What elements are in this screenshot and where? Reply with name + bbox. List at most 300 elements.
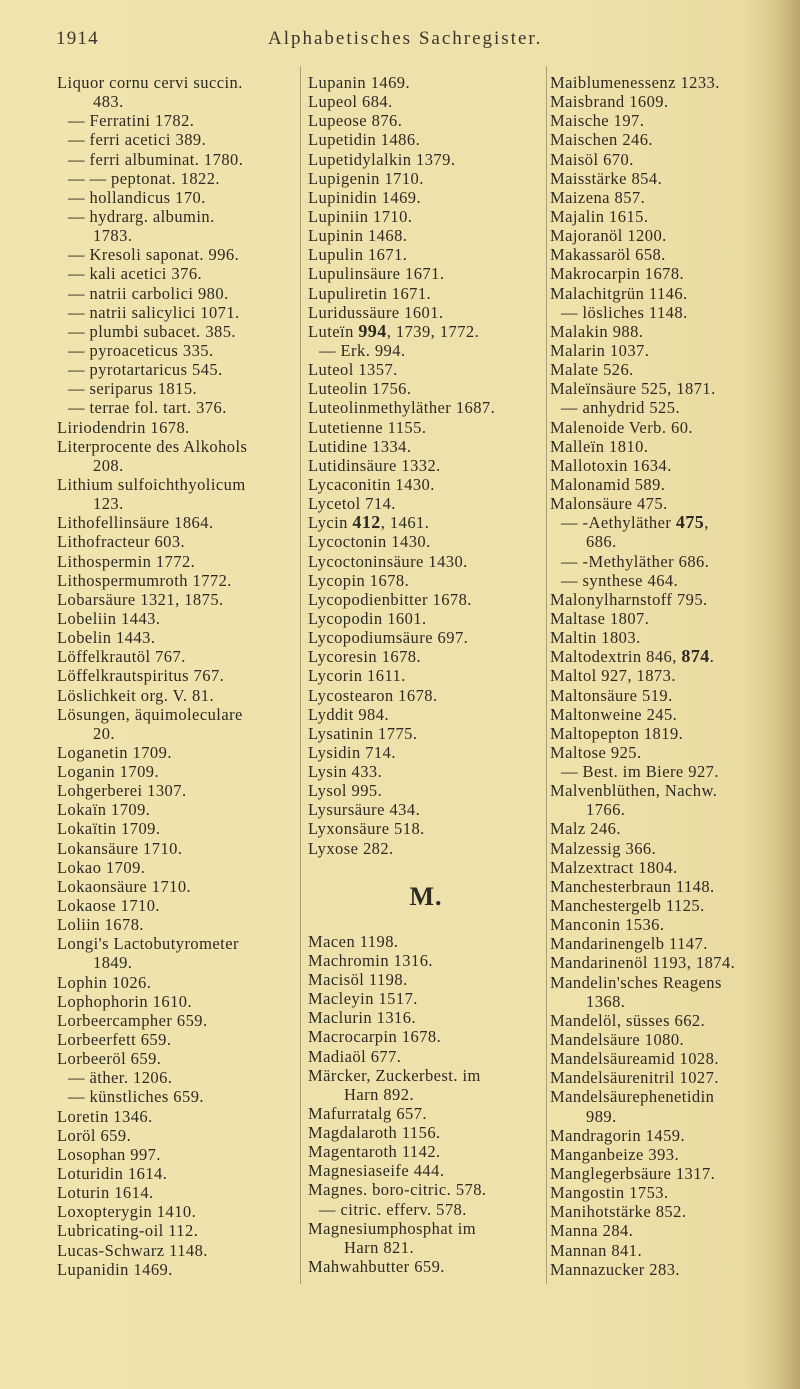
entry-text: Lupetidylalkin 1379. — [308, 149, 456, 169]
entry-text: — anhydrid 525. — [561, 398, 681, 418]
entry-text: Lycetol 714. — [308, 494, 396, 514]
entry-text: Lycorin 1611. — [308, 666, 406, 686]
index-subentry — [57, 1087, 297, 1106]
index-entry — [308, 819, 544, 838]
entry-text: 483. — [93, 92, 124, 112]
index-entry-continuation — [57, 953, 297, 972]
entry-text: Lupulinsäure 1671. — [308, 264, 445, 284]
index-entry — [308, 590, 544, 609]
entry-text: Lycopodiumsäure 697. — [308, 628, 469, 648]
entry-text: Malakin 988. — [550, 321, 644, 341]
entry-text: — ferri acetici 389. — [68, 130, 207, 150]
index-entry — [550, 1011, 786, 1030]
index-entry — [57, 1202, 297, 1221]
entry-text: — ferri albuminat. 1780. — [68, 149, 244, 169]
index-entry — [550, 705, 786, 724]
index-entry — [550, 1183, 786, 1202]
index-entry — [308, 609, 544, 628]
index-entry — [57, 437, 297, 456]
index-entry — [550, 111, 786, 130]
entry-text: Luteolinmethyläther 1687. — [308, 398, 496, 418]
index-entry — [57, 418, 297, 437]
index-entry — [308, 1066, 544, 1085]
entry-text: Lokansäure 1710. — [57, 838, 183, 858]
index-entry — [550, 1202, 786, 1221]
index-entry-continuation — [57, 494, 297, 513]
entry-text: Maltol 927, 1873. — [550, 666, 676, 686]
index-entry — [308, 398, 544, 417]
index-entry — [57, 1221, 297, 1240]
index-entry — [308, 92, 544, 111]
index-entry — [550, 379, 786, 398]
entry-text: Mandelsäurenitril 1027. — [550, 1068, 719, 1088]
entry-text: Lycoctonin 1430. — [308, 532, 431, 552]
index-entry — [308, 532, 544, 551]
index-entry — [308, 245, 544, 264]
principal-page-reference: 412 — [352, 512, 381, 533]
index-subentry — [57, 341, 297, 360]
column-divider — [300, 66, 301, 1284]
entry-text: — hydrarg. albumin. — [68, 206, 215, 226]
index-entry — [57, 686, 297, 705]
entry-text: — -Methyläther 686. — [561, 551, 710, 571]
entry-text: — kali acetici 376. — [68, 264, 203, 284]
entry-text: Lohgerberei 1307. — [57, 781, 187, 801]
entry-text: Lorbeerfett 659. — [57, 1030, 172, 1050]
entry-text: 1766. — [586, 800, 626, 820]
entry-text: Lokaose 1710. — [57, 896, 160, 916]
entry-text: Lupinidin 1469. — [308, 187, 422, 207]
index-entry-continuation — [550, 532, 786, 551]
entry-text: Macen 1198. — [308, 931, 399, 951]
entry-text: Mafurratalg 657. — [308, 1103, 427, 1123]
index-entry — [57, 1260, 297, 1279]
index-entry — [550, 609, 786, 628]
index-entry — [308, 628, 544, 647]
entry-text: Lupetidin 1486. — [308, 130, 421, 150]
index-entry — [57, 973, 297, 992]
entry-text: Lutidine 1334. — [308, 436, 412, 456]
entry-text: Harn 821. — [344, 1237, 415, 1257]
index-column-2 — [308, 73, 544, 1276]
index-entry — [308, 360, 544, 379]
index-entry — [550, 877, 786, 896]
index-entry — [57, 1126, 297, 1145]
entry-text: — synthese 464. — [561, 570, 679, 590]
entry-text: — pyroaceticus 335. — [68, 340, 214, 360]
index-subentry — [550, 513, 786, 532]
index-entry — [308, 666, 544, 685]
entry-text: Lutetienne 1155. — [308, 417, 427, 437]
entry-text: Löffelkrautspiritus 767. — [57, 666, 225, 686]
entry-text: Lysol 995. — [308, 781, 383, 801]
index-entry — [57, 877, 297, 896]
entry-text: Lokaïn 1709. — [57, 800, 151, 820]
index-entry — [308, 1180, 544, 1199]
index-entry — [550, 456, 786, 475]
entry-text: Lupulin 1671. — [308, 245, 408, 265]
entry-text: Malzextract 1804. — [550, 857, 678, 877]
index-subentry — [57, 150, 297, 169]
index-entry — [308, 169, 544, 188]
index-entry — [308, 800, 544, 819]
entry-text: Harn 892. — [344, 1084, 415, 1104]
entry-text: Maltopepton 1819. — [550, 723, 684, 743]
index-entry — [550, 264, 786, 283]
entry-text: — Ferratini 1782. — [68, 111, 195, 131]
index-entry — [57, 1145, 297, 1164]
entry-text: Lobarsäure 1321, 1875. — [57, 589, 224, 609]
index-subentry — [550, 552, 786, 571]
index-subentry — [57, 188, 297, 207]
index-subentry — [57, 322, 297, 341]
index-entry — [550, 245, 786, 264]
entry-text: Macisöl 1198. — [308, 969, 408, 989]
entry-text: Loxopterygin 1410. — [57, 1202, 197, 1222]
entry-text: Loröl 659. — [57, 1125, 132, 1145]
entry-text: Lithofellinsäure 1864. — [57, 513, 214, 533]
entry-text: Madiaöl 677. — [308, 1046, 402, 1066]
index-entry — [308, 552, 544, 571]
entry-text: Manna 284. — [550, 1221, 634, 1241]
index-entry — [57, 666, 297, 685]
index-entry — [550, 973, 786, 992]
index-entry — [308, 284, 544, 303]
index-entry — [308, 724, 544, 743]
index-entry — [308, 1161, 544, 1180]
entry-text: Majalin 1615. — [550, 206, 649, 226]
index-entry — [308, 264, 544, 283]
index-entry — [308, 781, 544, 800]
entry-text: 1849. — [93, 953, 133, 973]
index-subentry — [550, 571, 786, 590]
entry-text: Mahwahbutter 659. — [308, 1257, 445, 1277]
entry-text: — pyrotartaricus 545. — [68, 360, 223, 380]
index-entry — [308, 1008, 544, 1027]
index-entry-continuation — [308, 1085, 544, 1104]
index-entry-continuation — [308, 1238, 544, 1257]
entry-text: Manganbeize 393. — [550, 1144, 680, 1164]
index-entry — [308, 73, 544, 92]
entry-text: Loturin 1614. — [57, 1183, 154, 1203]
entry-text: Lupeol 684. — [308, 92, 393, 112]
entry-text: Lupigenin 1710. — [308, 168, 424, 188]
index-entry — [57, 609, 297, 628]
entry-text: Luridussäure 1601. — [308, 302, 444, 322]
entry-text: Mandarinengelb 1147. — [550, 934, 708, 954]
entry-text: Liriodendrin 1678. — [57, 417, 190, 437]
index-entry — [57, 647, 297, 666]
index-entry — [57, 800, 297, 819]
index-entry — [57, 839, 297, 858]
index-entry — [550, 896, 786, 915]
index-entry — [550, 1126, 786, 1145]
index-entry — [308, 1104, 544, 1123]
index-entry — [57, 992, 297, 1011]
index-entry — [57, 915, 297, 934]
entry-text: Lycoctoninsäure 1430. — [308, 551, 468, 571]
index-entry — [308, 1027, 544, 1046]
entry-text: Malonylharnstoff 795. — [550, 589, 708, 609]
entry-text: Makassaröl 658. — [550, 245, 666, 265]
entry-text: — plumbi subacet. 385. — [68, 321, 237, 341]
entry-text: 1368. — [586, 991, 626, 1011]
index-entry — [308, 437, 544, 456]
entry-text: Lyddit 984. — [308, 704, 390, 724]
entry-text: Malz 246. — [550, 819, 621, 839]
entry-text: Manchestergelb 1125. — [550, 896, 705, 916]
entry-text: Manihotstärke 852. — [550, 1202, 687, 1222]
index-entry — [550, 207, 786, 226]
principal-page-reference: 475 — [675, 512, 705, 533]
entry-text: Lysursäure 434. — [308, 800, 421, 820]
index-entry — [550, 953, 786, 972]
index-entry — [57, 1030, 297, 1049]
entry-text: — seriparus 1815. — [68, 379, 198, 399]
entry-text: Malonamid 589. — [550, 474, 666, 494]
index-entry — [550, 341, 786, 360]
entry-text: 123. — [93, 494, 124, 514]
entry-text: Lyxose 282. — [308, 838, 394, 858]
index-entry — [550, 1221, 786, 1240]
entry-text: Longi's Lactobutyrometer — [57, 934, 239, 954]
index-subentry — [57, 360, 297, 379]
index-entry — [308, 1123, 544, 1142]
index-entry — [308, 150, 544, 169]
index-subentry — [308, 341, 544, 360]
index-entry — [550, 743, 786, 762]
entry-text: — Erk. 994. — [319, 340, 406, 360]
entry-text: Lophophorin 1610. — [57, 991, 193, 1011]
entry-text: Liquor cornu cervi succin. — [57, 73, 243, 92]
entry-text: Magentaroth 1142. — [308, 1142, 441, 1162]
principal-page-reference: 994 — [358, 320, 387, 341]
entry-text: Löffelkrautöl 767. — [57, 647, 186, 667]
index-entry — [550, 284, 786, 303]
entry-text: Losophan 997. — [57, 1144, 161, 1164]
index-entry — [308, 686, 544, 705]
entry-text-tail: . — [709, 647, 715, 667]
index-subentry — [57, 379, 297, 398]
entry-text: Maisöl 670. — [550, 149, 634, 169]
entry-text: — natrii salicylici 1071. — [68, 302, 240, 322]
index-entry — [57, 1107, 297, 1126]
entry-text: Loliin 1678. — [57, 915, 144, 935]
index-entry-continuation — [57, 456, 297, 475]
entry-text: Lysatinin 1775. — [308, 723, 418, 743]
entry-text: — Best. im Biere 927. — [561, 762, 719, 782]
entry-text: Lupanin 1469. — [308, 73, 411, 92]
entry-text: Loturidin 1614. — [57, 1164, 168, 1184]
index-entry-continuation — [550, 800, 786, 819]
entry-text: Loretin 1346. — [57, 1106, 153, 1126]
entry-text-tail: , 1739, 1772. — [386, 321, 480, 341]
index-entry-continuation — [550, 1107, 786, 1126]
entry-text: 989. — [586, 1106, 617, 1126]
index-entry — [308, 989, 544, 1008]
index-entry — [57, 1183, 297, 1202]
entry-text: Maischen 246. — [550, 130, 653, 150]
index-entry — [308, 1142, 544, 1161]
entry-text: Lorbeeröl 659. — [57, 1049, 162, 1069]
entry-text: Malzessig 366. — [550, 838, 657, 858]
index-entry — [308, 762, 544, 781]
entry-text: Lycaconitin 1430. — [308, 474, 435, 494]
entry-text: — lösliches 1148. — [561, 302, 688, 322]
index-entry — [308, 970, 544, 989]
index-entry — [57, 475, 297, 494]
entry-text: Mallotoxin 1634. — [550, 455, 672, 475]
entry-text: Maltodextrin 846, — [550, 647, 682, 667]
index-entry — [550, 494, 786, 513]
entry-text: Loganetin 1709. — [57, 742, 172, 762]
entry-text: Malonsäure 475. — [550, 494, 668, 514]
entry-text: Malleïn 1810. — [550, 436, 649, 456]
index-entry — [57, 552, 297, 571]
entry-text: Lycostearon 1678. — [308, 685, 438, 705]
index-entry — [550, 360, 786, 379]
index-entry — [57, 1241, 297, 1260]
index-entry — [308, 188, 544, 207]
index-entry — [57, 73, 297, 92]
index-entry — [550, 1241, 786, 1260]
section-heading: M. — [409, 881, 443, 911]
index-entry — [308, 418, 544, 437]
entry-text: Malate 526. — [550, 360, 634, 380]
entry-text: Maclurin 1316. — [308, 1008, 417, 1028]
index-entry — [57, 934, 297, 953]
index-subentry — [550, 398, 786, 417]
index-entry — [57, 819, 297, 838]
index-entry — [308, 379, 544, 398]
index-entry — [550, 781, 786, 800]
index-entry — [57, 1164, 297, 1183]
index-entry — [550, 724, 786, 743]
entry-text: Magdalaroth 1156. — [308, 1123, 441, 1143]
entry-text: Maltonweine 245. — [550, 704, 678, 724]
index-entry — [308, 1047, 544, 1066]
index-entry — [308, 951, 544, 970]
index-entry — [550, 1145, 786, 1164]
entry-text: Lokaonsäure 1710. — [57, 876, 192, 896]
entry-text: — — peptonat. 1822. — [68, 168, 220, 188]
entry-text: Lysin 433. — [308, 762, 383, 782]
page-number: 1914 — [56, 28, 99, 49]
index-entry — [308, 705, 544, 724]
index-entry — [308, 932, 544, 951]
entry-text: Maische 197. — [550, 111, 645, 131]
index-entry — [550, 475, 786, 494]
index-subentry — [308, 1200, 544, 1219]
entry-text: Magnesiaseife 444. — [308, 1161, 445, 1181]
entry-text: Maiblumenessenz 1233. — [550, 73, 720, 92]
entry-text: Mandelsäureamid 1028. — [550, 1049, 719, 1069]
entry-text: Mandelsäurephenetidin — [550, 1087, 715, 1107]
entry-text: Lupeose 876. — [308, 111, 403, 131]
entry-text: Mandelöl, süsses 662. — [550, 1010, 706, 1030]
index-entry — [57, 590, 297, 609]
index-entry — [308, 1257, 544, 1276]
entry-text: Malachitgrün 1146. — [550, 283, 688, 303]
running-title: Alphabetisches Sachregister. — [268, 28, 543, 49]
index-entry — [308, 513, 544, 532]
index-entry — [550, 130, 786, 149]
entry-text: Löslichkeit org. V. 81. — [57, 685, 215, 705]
index-entry — [550, 418, 786, 437]
index-subentry — [57, 207, 297, 226]
entry-text: Machromin 1316. — [308, 950, 433, 970]
index-entry — [308, 322, 544, 341]
index-entry — [550, 628, 786, 647]
entry-text: Lithospermin 1772. — [57, 551, 196, 571]
entry-text: Lycopodin 1601. — [308, 608, 427, 628]
index-entry — [550, 188, 786, 207]
entry-text: Mandelsäure 1080. — [550, 1030, 685, 1050]
entry-text: — natrii carbolici 980. — [68, 283, 229, 303]
entry-text: — hollandicus 170. — [68, 187, 206, 207]
entry-text: Lobeliin 1443. — [57, 608, 161, 628]
index-entry — [308, 111, 544, 130]
entry-text: Malvenblüthen, Nachw. — [550, 781, 718, 801]
index-entry-continuation — [57, 724, 297, 743]
index-entry — [57, 858, 297, 877]
index-entry — [308, 647, 544, 666]
entry-text: Lokaïtin 1709. — [57, 819, 161, 839]
entry-text-tail: , — [704, 513, 709, 533]
page-header — [0, 28, 800, 52]
entry-text: Mannazucker 283. — [550, 1259, 680, 1279]
entry-text: Lysidin 714. — [308, 742, 396, 762]
entry-text: Maltonsäure 519. — [550, 685, 673, 705]
entry-text: Maisstärke 854. — [550, 168, 663, 188]
index-entry — [550, 686, 786, 705]
column-divider — [546, 66, 547, 1284]
entry-text: Manglegerbsäure 1317. — [550, 1164, 716, 1184]
entry-text: Luteol 1357. — [308, 360, 398, 380]
entry-text: Maltin 1803. — [550, 628, 641, 648]
index-entry — [57, 743, 297, 762]
index-entry — [57, 532, 297, 551]
index-entry — [550, 226, 786, 245]
index-entry — [550, 169, 786, 188]
entry-text: Lupuliretin 1671. — [308, 283, 432, 303]
entry-text: Lupanidin 1469. — [57, 1259, 173, 1279]
entry-text-tail: , 1461. — [380, 513, 430, 533]
index-entry — [550, 647, 786, 666]
index-entry — [308, 1219, 544, 1238]
index-column-3 — [550, 73, 786, 1279]
index-subentry — [57, 130, 297, 149]
index-entry — [550, 915, 786, 934]
index-subentry — [57, 284, 297, 303]
entry-text: Lobelin 1443. — [57, 628, 156, 648]
entry-text: Lithofracteur 603. — [57, 532, 186, 552]
index-entry-continuation — [550, 992, 786, 1011]
entry-text: Lorbeercampher 659. — [57, 1010, 208, 1030]
entry-text: — terrae fol. tart. 376. — [68, 398, 227, 418]
entry-text: Mandragorin 1459. — [550, 1125, 686, 1145]
entry-text: Lösungen, äquimoleculare — [57, 704, 243, 724]
index-subentry — [57, 169, 297, 188]
entry-text: Lycoresin 1678. — [308, 647, 422, 667]
entry-text: Lucas-Schwarz 1148. — [57, 1240, 208, 1260]
index-entry — [308, 207, 544, 226]
entry-text: Mangostin 1753. — [550, 1183, 669, 1203]
index-entry — [550, 437, 786, 456]
entry-text: Lycopin 1678. — [308, 570, 410, 590]
index-entry — [550, 590, 786, 609]
index-entry — [550, 858, 786, 877]
